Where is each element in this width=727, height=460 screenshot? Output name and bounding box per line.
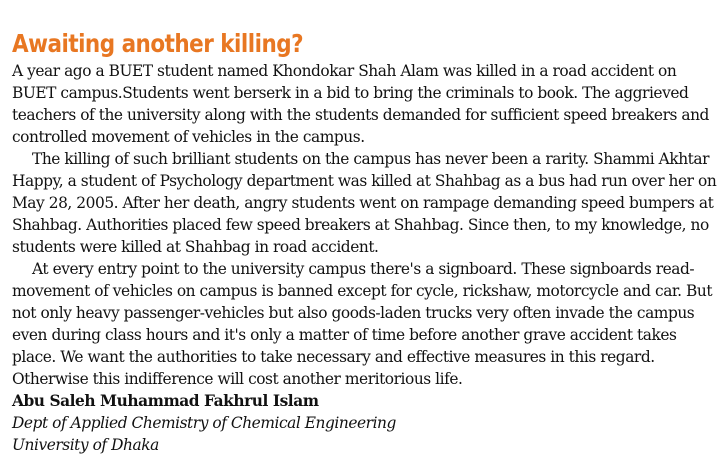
paragraph-2: The killing of such brilliant students on the campus has never been a rarity. Shammi Akhtar Happy, a student of Psychology department was killed at Shahbag as a bus had run over her on May 28, 2005. After her death, angry students went on rampage demanding speed bumpers at Shahbag. Authorities placed few speed breakers at Shahbag. Since then, to my knowledge, no students were killed at Shahbag in road accident. xyxy=(12,150,717,256)
author-university: University of Dhaka xyxy=(12,436,159,454)
letter-body xyxy=(12,60,717,390)
paragraph-1: A year ago a BUET student named Khondokar Shah Alam was killed in a road accident on BUET campus.Students went berserk in a bid to bring the criminals to book. The aggrieved teachers of the university along with the students demanded for sufficient speed breakers and controlled movement of vehicles in the campus. xyxy=(12,62,709,146)
author-department: Dept of Applied Chemistry of Chemical Engineering xyxy=(12,414,396,432)
headline: Awaiting another killing? xyxy=(12,29,304,58)
author-name: Abu Saleh Muhammad Fakhrul Islam xyxy=(12,392,319,410)
letter-article xyxy=(12,28,717,456)
paragraph-3: At every entry point to the university campus there's a signboard. These signboards read- movement of vehicles on campus is banned except for cycle, rickshaw, motorcycle and car. But not only heavy passenger-vehicles but also goods-laden trucks very often invade the campus even during class hours and it's only a matter of time before another grave accident takes place. We want the authorities to take necessary and effective measures in this regard. Otherwise this indifference will cost another meritorious life. xyxy=(12,260,713,388)
signature-block xyxy=(12,390,717,456)
